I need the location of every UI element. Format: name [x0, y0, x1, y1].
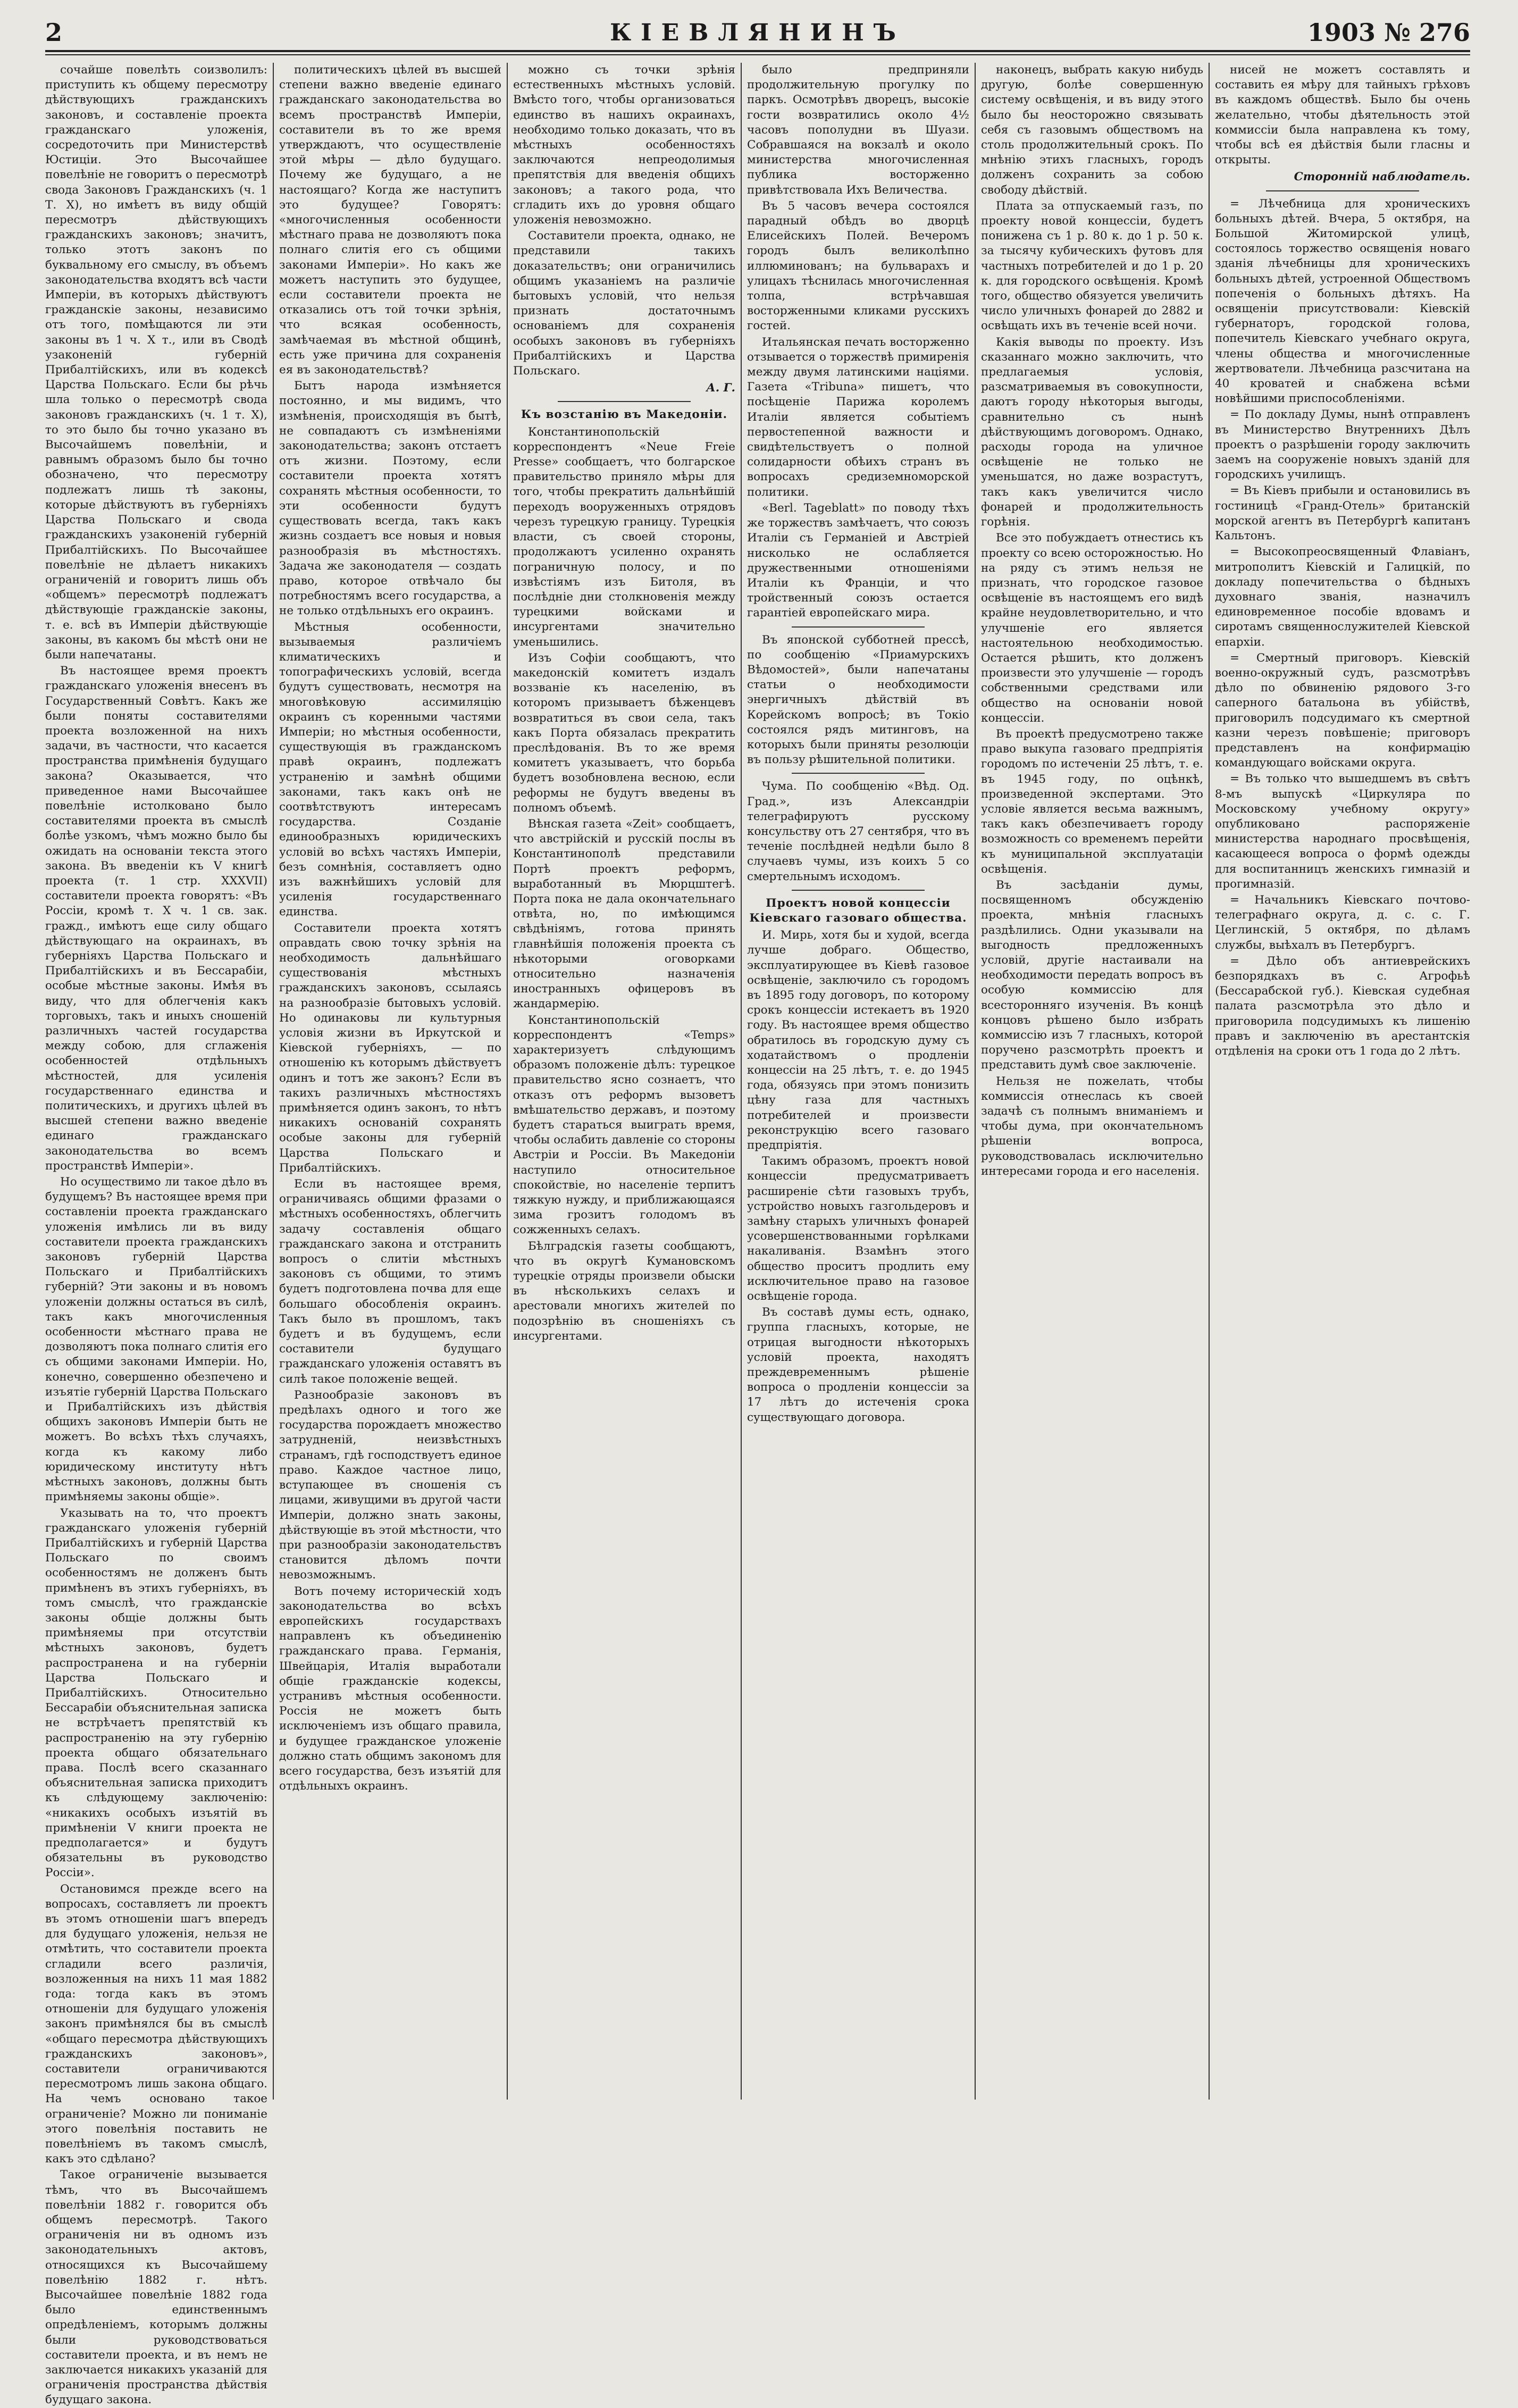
column-6	[1215, 63, 1470, 2100]
section-separator	[1266, 190, 1419, 191]
column-1	[45, 63, 267, 2407]
article-paragraph: Составители проекта хотятъ оправдать свою точку зрѣнія на необходимость дальнѣйшаго существованія мѣстныхъ гражданскихъ законовъ, ссылаясь на разнообразіе бытовыхъ условій. Но одинаковы ли культурныя условія жизни въ Иркутской и Кіевской губерніяхъ, — по отношенію къ которымъ дѣйствуетъ одинъ и тотъ же законъ? Если въ такихъ различныхъ мѣстностяхъ примѣняется одинъ законъ, то нѣтъ никакихъ основаній сохранять особые законы для губерній Царства Польскаго и Прибалтійскихъ.	[279, 921, 501, 1175]
article-paragraph: Итальянская печать восторженно отзывается о торжествѣ примиренія между двумя латинскими націями. Газета «Tribuna» пишетъ, что посѣщеніе Парижа королемъ Италіи является событіемъ первостепенной важности и свидѣтельствуетъ о полной солидарности обѣихъ странъ въ вопросахъ средиземноморской политики.	[747, 335, 969, 499]
article-paragraph: Въ настоящее время проектъ гражданскаго уложенія внесенъ въ Государственный Совѣтъ. Какъ же были поняты составителями проекта возложенной на нихъ задачи, въ частности, что касается пространства примѣненія будущаго закона? Оказывается, что приведенное нами Высочайшее повелѣніе истолковано было составителями проекта въ смыслѣ болѣе узкомъ, чѣмъ можно было бы ожидать на основаніи текста этого закона. Въ введеніи къ V книгѣ проекта (т. 1 стр. XXXVII) составители проекта говорятъ: «Въ Россіи, кромѣ т. X ч. 1 св. зак. гражд., имѣютъ еще силу общаго дѣйствующаго на окраинахъ, въ губерніяхъ Царства Польскаго и Прибалтійскихъ и въ Бессарабіи, особые мѣстные законы. Имѣя въ виду, что для облегченія какъ торговыхъ, такъ и иныхъ сношеній различныхъ частей государства между собою, для сглаженія особенностей отдѣльныхъ мѣстностей, для усиленія государственнаго единства и политическихъ, и другихъ цѣлей въ высшей степени важно введеніе единаго гражданскаго законодательства во всемъ пространствѣ Имперіи».	[45, 664, 267, 1173]
article-paragraph: Изъ Софіи сообщаютъ, что македонскій комитетъ издалъ воззваніе къ населенію, въ которомъ призываетъ бѣженцевъ возвратиться въ свои села, такъ какъ Порта обязалась прекратить преслѣдованія. Въ то же время комитетъ указываетъ, что борьба будетъ возобновлена весною, если реформы не будутъ введены въ полномъ объемѣ.	[513, 651, 735, 815]
article-paragraph: И. Мирь, хотя бы и худой, всегда лучше добраго. Общество, эксплуатирующее въ Кіевѣ газовое освѣщеніе, заключило съ городомъ въ 1895 году договоръ, по которому срокъ концессіи истекаетъ въ 1920 году. Въ настоящее время общество обратилось въ городскую думу съ ходатайствомъ о продленіи концессіи на 25 лѣтъ, т. е. до 1945 года, обязуясь при этомъ понизить цѣну газа для частныхъ потребителей и произвести реконструкцію всего газоваго предпріятія.	[747, 929, 969, 1152]
article-paragraph: = По докладу Думы, нынѣ отправленъ въ Министерство Внутреннихъ Дѣлъ проектъ о разрѣшеніи городу заключить заемъ на сооруженіе новыхъ зданій для городскихъ училищъ.	[1215, 408, 1470, 482]
column-divider	[975, 63, 976, 2100]
article-paragraph: = Лѣчебница для хроническихъ больныхъ дѣтей. Вчера, 5 октября, на Большой Житомирской улицѣ, состоялось торжество освященія новаго зданія лѣчебницы для хроническихъ больныхъ дѣтей, устроенной Обществомъ попеченія о больныхъ дѣтяхъ. На освященіи присутствовали: Кіевскій губернаторъ, городской голова, попечитель Кіевскаго учебнаго округа, члены общества и многочисленные жертвователи. Лѣчебница разсчитана на 40 кроватей и снабжена всѣми новѣйшими приспособленіями.	[1215, 197, 1470, 406]
article-heading: Проектъ новой концессіи Кіевскаго газоваго общества.	[749, 896, 967, 925]
column-divider	[273, 63, 274, 2100]
article-paragraph: Составители проекта, однако, не представили такихъ доказательствъ; они ограничились общимъ указаніемъ на различіе бытовыхъ условій, что нельзя признать достаточнымъ основаніемъ для сохраненія особыхъ законовъ въ губерніяхъ Прибалтійскихъ и Царства Польскаго.	[513, 229, 735, 378]
article-signature: А. Г.	[706, 381, 735, 395]
article-paragraph: сочайше повелѣть соизволилъ: приступить къ общему пересмотру дѣйствующихъ гражданскихъ законовъ, и составленіе проекта гражданскаго уложенія, сосредоточить при Министерствѣ Юстиціи. Это Высочайшее повелѣніе не говоритъ о пересмотрѣ свода Законовъ Гражданскихъ (ч. 1 Т. X), но имѣетъ въ виду общій пересмотръ дѣйствующихъ гражданскихъ законовъ; значитъ, только этотъ законъ по буквальному его смыслу, въ объемъ законодательства входятъ всѣ части Имперіи, въ которыхъ дѣйствуютъ гражданскіе законы, независимо отъ того, помѣщаются ли эти законы въ 1 ч. X т., или въ Сводѣ узаконеній губерній Прибалтійскихъ, или въ кодексѣ Царства Польскаго. Если бы рѣчь шла только о пересмотрѣ свода законовъ гражданскихъ (ч. 1 т. X), то это было бы точно указано въ Высочайшемъ повелѣніи, и равнымъ образомъ было бы точно обозначено, что пересмотру подлежатъ лишь тѣ законы, которые дѣйствуютъ въ губерніяхъ Царства Польскаго и свода гражданскихъ узаконеній губерній Прибалтійскихъ. По Высочайшее повелѣніе не дѣлаетъ никакихъ ограниченій и говоритъ лишь объ «общемъ» пересмотрѣ подлежатъ дѣйствующіе гражданскіе законы, т. е. всѣ въ Имперіи дѣйствующіе законы, въ какомъ бы мѣстѣ они не были напечатаны.	[45, 63, 267, 662]
article-paragraph: = Смертный приговоръ. Кіевскій военно-окружный судъ, разсмотрѣвъ дѣло по обвиненію рядового 3-го саперного батальона въ убійствѣ, приговорилъ подсудимаго къ смертной казни черезъ повѣшеніе; приговоръ представленъ на конфирмацію командующаго войсками округа.	[1215, 651, 1470, 770]
masthead-rule-thin	[45, 54, 1470, 55]
article-paragraph: Плата за отпускаемый газъ, по проекту новой концессіи, будетъ понижена съ 1 р. 80 к. до 1 р. 50 к. за тысячу кубическихъ футовъ для частныхъ потребителей и до 1 р. 20 к. для городского освѣщенія. Кромѣ того, общество обязуется увеличить число уличныхъ фонарей до 2882 и освѣщать ихъ въ теченіе всей ночи.	[981, 199, 1203, 333]
section-separator	[792, 890, 925, 891]
article-paragraph: Такое ограниченіе вызывается тѣмъ, что въ Высочайшемъ повелѣніи 1882 г. говорится объ общемъ пересмотрѣ. Такого ограниченія ни въ одномъ изъ законодательныхъ актовъ, относящихся къ Высочайшему повелѣнію 1882 г. нѣтъ. Высочайшее повелѣніе 1882 года было единственнымъ опредѣленіемъ, которымъ должны были руководствоваться составители проекта, и въ немъ не заключается никакихъ указаній для ограниченія пространства дѣйствія будущаго закона.	[45, 2168, 267, 2407]
article-paragraph: Константинопольскій корреспондентъ «Neue Freie Presse» сообщаетъ, что болгарское правительство приняло мѣры для того, чтобы прекратить дальнѣйшій переходъ вооруженныхъ отрядовъ черезъ турецкую границу. Турецкія власти, съ своей стороны, продолжаютъ усиленно охранять пограничную полосу, и по извѣстіямъ изъ Битоля, въ послѣдніе дни столкновенія между турецкими войсками и инсургентами значительно уменьшились.	[513, 425, 735, 649]
article-paragraph: Въ составѣ думы есть, однако, группа гласныхъ, которые, не отрицая выгодности нѣкоторыхъ условій проекта, находятъ преждевременнымъ рѣшеніе вопроса о продленіи концессіи за 17 лѣтъ до истеченія срока существующаго договора.	[747, 1306, 969, 1424]
column-divider	[1209, 63, 1210, 2100]
article-paragraph: Указывать на то, что проектъ гражданскаго уложенія губерній Прибалтійскихъ и губерній Царства Польскаго по своимъ особенностямъ не долженъ быть примѣненъ въ этихъ губерніяхъ, въ томъ смыслѣ, что гражданскіе законы общіе должны быть примѣняемы при отсутствіи мѣстныхъ законовъ, будетъ распространена и на губерніи Царства Польскаго и Прибалтійскихъ. Относительно Бессарабіи объяснительная записка не встрѣчаетъ препятствій къ распространенію на эту губернію проекта общаго обязательнаго права. Послѣ всего сказаннаго объяснительная записка приходитъ къ слѣдующему заключенію: «никакихъ особыхъ изъятій въ примѣненіи V книги проекта не предполагается» и будутъ обязательны въ руководство Россіи».	[45, 1506, 267, 1880]
article-paragraph: = Въ только что вышедшемъ въ свѣтъ 8-мъ выпускѣ «Циркуляра по Московскому учебному округу» опубликовано распоряженіе министерства народнаго просвѣщенія, касающееся вопроса о формѣ одежды для воспитанницъ женскихъ гимназій и прогимназій.	[1215, 772, 1470, 891]
article-paragraph: Чума. По сообщенію «Вѣд. Од. Град.», изъ Александріи телеграфируютъ русскому консульству отъ 27 сентября, что въ теченіе послѣдней недѣли было 8 случаевъ чумы, изъ коихъ 5 со смертельнымъ исходомъ.	[747, 780, 969, 883]
article-paragraph: = Высокопреосвященный Флавіанъ, митрополитъ Кіевскій и Галицкій, по докладу попечительства о бѣдныхъ духовнаго званія, назначилъ единовременное пособіе вдовамъ и сиротамъ священнослужителей Кіевской епархіи.	[1215, 545, 1470, 649]
column-5	[981, 63, 1203, 2100]
article-paragraph: = Въ Кіевъ прибыли и остановились въ гостиницѣ «Гранд-Отель» британскій морской агентъ въ Петербургѣ капитанъ Кальтонъ.	[1215, 484, 1470, 543]
article-paragraph: Вотъ почему историческій ходъ законодательства во всѣхъ европейскихъ государствахъ направленъ къ объединенію гражданскаго права. Германія, Швейцарія, Италія выработали общіе гражданскіе кодексы, устранивъ мѣстныя особенности. Россія не можетъ быть исключеніемъ изъ общаго правила, и будущее гражданское уложеніе должно стать общимъ закономъ для всего государства, безъ изъятій для отдѣльныхъ окраинъ.	[279, 1584, 501, 1793]
column-divider	[507, 63, 508, 2100]
article-paragraph: наконецъ, выбрать какую нибудь другую, болѣе совершенную систему освѣщенія, и въ виду этого было бы неосторожно связывать себя съ газовымъ обществомъ на столь продолжительный срокъ. По мнѣнію этихъ гласныхъ, городъ долженъ сохранить за собою свободу дѣйствій.	[981, 63, 1203, 197]
article-paragraph: Остановимся прежде всего на вопросахъ, составляетъ ли проектъ въ этомъ отношеніи шагъ впередъ для будущаго уложенія, нельзя не отмѣтить, что составители проекта сгладили всего различія, возложенныя на нихъ 11 мая 1882 года: тогда какъ въ этомъ отношеніи для будущаго уложенія законъ примѣнялся бы въ смыслѣ «общаго пересмотра дѣйствующихъ гражданскихъ законовъ», составители ограничиваются пересмотромъ лишь закона общаго. На чемъ основано такое ограниченіе? Можно ли пониманіе этого повелѣнія поставить не повелѣніемъ въ такомъ смыслѣ, какъ это сдѣлано?	[45, 1882, 267, 2166]
section-separator	[558, 401, 691, 402]
article-paragraph: Бытъ народа измѣняется постоянно, и мы видимъ, что измѣненія, происходящія въ бытѣ, не совпадаютъ съ измѣненіями законодательства; законъ отстаетъ отъ жизни. Поэтому, если составители проекта хотятъ сохранять мѣстныя особенности, то эти особенности будутъ существовать всегда, такъ какъ жизнь создаетъ все новыя и новыя разнообразія въ мѣстностяхъ. Задача же законодателя — создать право, которое отвѣчало бы потребностямъ всего государства, а не только отдѣльныхъ его окраинъ.	[279, 379, 501, 618]
article-paragraph: Мѣстныя особенности, вызываемыя различіемъ климатическихъ и топографическихъ условій, всегда будутъ существовать, несмотря на многовѣковую ассимиляцію окраинъ съ коренными частями Имперіи; но мѣстныя особенности, существующія въ гражданскомъ правѣ окраинъ, подлежатъ устраненію и замѣнѣ общими законами, такъ какъ онѣ не соотвѣтствуютъ интересамъ государства. Созданіе единообразныхъ юридическихъ условій во всѣхъ частяхъ Имперіи, безъ сомнѣнія, составляетъ одно изъ важнѣйшихъ условій для усиленія государственнаго единства.	[279, 620, 501, 919]
article-paragraph: Константинопольскій корреспондентъ «Temps» характеризуетъ слѣдующимъ образомъ положеніе дѣлъ: турецкое правительство ясно сознаетъ, что отказъ отъ реформъ вызоветъ вмѣшательство державъ, и поэтому будетъ стараться выиграть время, чтобы ослабить давленіе со стороны Австріи и Россіи. Въ Македоніи наступило относительное спокойствіе, но населеніе терпитъ тяжкую нужду, и приближающаяся зима грозитъ голодомъ въ сожженныхъ селахъ.	[513, 1013, 735, 1237]
article-paragraph: Такимъ образомъ, проектъ новой концессіи предусматриваетъ расширеніе сѣти газовыхъ трубъ, устройство новыхъ газгольдеровъ и замѣну старыхъ уличныхъ фонарей усовершенствованными горѣлками накаливанія. Взамѣнъ этого общество проситъ продлить ему исключительное право на газовое освѣщеніе города.	[747, 1155, 969, 1303]
column-divider	[741, 63, 742, 2100]
issue-number: 1903 № 276	[1307, 18, 1470, 47]
article-paragraph: Нельзя не пожелать, чтобы коммиссія отнеслась къ своей задачѣ съ полнымъ вниманіемъ и чтобы дума, при окончательномъ рѣшеніи вопроса, руководствовалась исключительно интересами города и его населенія.	[981, 1074, 1203, 1178]
section-separator	[792, 626, 925, 628]
column-4	[747, 63, 969, 2100]
article-paragraph: было предприняли продолжительную прогулку по паркъ. Осмотрѣвъ дворецъ, высокіе гости возвратились около 4½ часовъ пополудни въ Шуази. Собравшаяся на вокзалѣ и около министерства многочисленная публика восторженно привѣтствовала Ихъ Величества.	[747, 63, 969, 197]
article-paragraph: = Дѣло объ антиеврейскихъ безпорядкахъ въ с. Агрофьѣ (Бессарабской губ.). Кіевская судебная палата разсмотрѣла это дѣло и приговорила подсудимыхъ къ лишенію правъ и заключенію въ арестантскія отдѣленія на сроки отъ 1 года до 2 лѣтъ.	[1215, 954, 1470, 1058]
article-paragraph: = Начальникъ Кіевскаго почтово-телеграфнаго округа, д. с. с. Г. Цеглинскій, 5 октября, по дѣламъ службы, выѣхалъ въ Петербургъ.	[1215, 893, 1470, 952]
article-paragraph: Въ засѣданіи думы, посвященномъ обсужденію проекта, мнѣнія гласныхъ раздѣлились. Одни указывали на выгодность предложенныхъ условій, другіе настаивали на необходимости передать вопросъ въ особую коммиссію для всесторонняго изученія. Въ концѣ концовъ рѣшено было избрать коммиссію изъ 7 гласныхъ, которой поручено разсмотрѣть проектъ и представить думѣ свое заключеніе.	[981, 878, 1203, 1072]
column-2	[279, 63, 501, 2100]
article-paragraph: Бѣлградскія газеты сообщаютъ, что въ округѣ Кумановскомъ турецкіе отряды произвели обыски въ нѣсколькихъ селахъ и арестовали многихъ жителей по подозрѣнію въ сношеніяхъ съ инсургентами.	[513, 1239, 735, 1343]
article-paragraph: нисей не можетъ составлять и составить ея мѣру для тайныхъ грѣховъ въ каждомъ обществѣ. Было бы очень желательно, чтобы дѣятельность этой коммиссіи была направлена къ тому, чтобы всѣ ея дѣйствія были гласны и открыты.	[1215, 63, 1470, 167]
article-paragraph: Въ 5 часовъ вечера состоялся парадный обѣдъ во дворцѣ Елисейскихъ Полей. Вечеромъ городъ былъ великолѣпно иллюминованъ; на бульварахъ и улицахъ тѣснилась многочисленная толпа, встрѣчавшая восторженными кликами русскихъ гостей.	[747, 199, 969, 333]
article-paragraph: Все это побуждаетъ отнестись къ проекту со всею осторожностью. Но на ряду съ этимъ нельзя не признать, что городское газовое освѣщеніе въ настоящемъ его видѣ крайне неудовлетворительно, и что улучшеніе его является настоятельною необходимостью. Остается рѣшить, кто долженъ произвести это улучшеніе — городъ собственными средствами или общество на основаніи новой концессіи.	[981, 531, 1203, 725]
article-paragraph: Какія выводы по проекту. Изъ сказаннаго можно заключить, что предлагаемыя условія, разсматриваемыя въ совокупности, даютъ городу нѣкоторыя выгоды, сравнительно съ нынѣ дѣйствующимъ договоромъ. Однако, расходы города на уличное освѣщеніе не только не уменьшатся, но даже возрастутъ, такъ какъ увеличится число фонарей и продолжительность горѣнія.	[981, 335, 1203, 529]
article-paragraph: политическихъ цѣлей въ высшей степени важно введеніе единаго гражданскаго законодательства во всемъ пространствѣ Имперіи, составители въ то же время утверждаютъ, что осуществленіе этой мѣры — дѣло будущаго. Почему же будущаго, а не настоящаго? Когда же наступитъ это будущее? Говорятъ: «многочисленныя особенности мѣстнаго права не дозволяютъ пока полнаго слитія его съ общими законами Имперіи». Но какъ же можетъ наступить это будущее, если составители проекта не отказались отъ той точки зрѣнія, что всякая особенность, замѣчаемая въ мѣстной общинѣ, есть уже причина для сохраненія ея въ законодательствѣ?	[279, 63, 501, 377]
article-paragraph: Если въ настоящее время, ограничиваясь общими фразами о мѣстныхъ особенностяхъ, облегчить задачу составленія общаго гражданскаго закона и отстранить вопросъ о слитіи мѣстныхъ законовъ съ общими, то этимъ будетъ подготовлена почва для еще большаго обособленія окраинъ. Такъ было въ прошломъ, такъ будетъ и въ будущемъ, если составители будущаго гражданскаго уложенія оставятъ въ силѣ такое положеніе вещей.	[279, 1177, 501, 1386]
column-3	[513, 63, 735, 2100]
article-signature: Сторонній наблюдатель.	[1294, 170, 1470, 184]
page-number: 2	[45, 18, 63, 47]
article-paragraph: Но осуществимо ли такое дѣло въ будущемъ? Въ настоящее время при составленіи проекта гражданскаго уложенія имѣлись ли въ виду составители проекта гражданскихъ законовъ губерній Царства Польскаго и Прибалтійскихъ губерній? Эти законы и въ новомъ уложеніи должны остаться въ силѣ, такъ какъ многочисленныя особенности мѣстнаго права не дозволяютъ пока полнаго слитія его съ общими законами Имперіи. Но, конечно, совершенно обезпечено и изъятіе губерній Царства Польскаго и Прибалтійскихъ изъ дѣйствія общихъ законовъ Имперіи быть не можетъ. Во всѣхъ тѣхъ случаяхъ, когда къ какому либо юридическому институту нѣтъ мѣстныхъ законовъ, должны быть примѣняемы законы общіе».	[45, 1175, 267, 1504]
article-paragraph: Въ японской субботней прессѣ, по сообщенію «Приамурскихъ Вѣдомостей», были напечатаны статьи о необходимости энергичныхъ дѣйствій въ Корейскомъ вопросѣ; въ Токіо состоялся рядъ митинговъ, на которыхъ были приняты резолюціи въ пользу рѣшительной политики.	[747, 633, 969, 767]
article-paragraph: Вѣнская газета «Zeit» сообщаетъ, что австрійскій и русскій послы въ Константинополѣ представили Портѣ проектъ реформъ, выработанный въ Мюрцштегѣ. Порта пока не дала окончательнаго отвѣта, но, по имѣющимся свѣдѣніямъ, готова принять главнѣйшія положенія проекта съ нѣкоторыми оговорками относительно назначенія иностранныхъ офицеровъ въ жандармерію.	[513, 817, 735, 1011]
article-paragraph: Въ проектѣ предусмотрено также право выкупа газоваго предпріятія городомъ по истеченіи 25 лѣтъ, т. е. въ 1945 году, по оцѣнкѣ, произведенной экспертами. Это условіе является весьма важнымъ, такъ какъ обезпечиваетъ городу возможность со временемъ перейти къ муниципальной эксплуатаціи освѣщенія.	[981, 727, 1203, 876]
masthead-rule-thick	[45, 50, 1470, 52]
masthead	[45, 16, 1470, 49]
newspaper-title: КІЕВЛЯНИНЪ	[610, 19, 905, 46]
article-paragraph: «Berl. Tageblatt» по поводу тѣхъ же торжествъ замѣчаетъ, что союзъ Италіи съ Германіей и Австріей нисколько не ослабляется дружественными отношеніями Италіи къ Франціи, и что тройственный союзъ остается гарантіей европейскаго мира.	[747, 501, 969, 620]
article-paragraph: Разнообразіе законовъ въ предѣлахъ одного и того же государства порождаетъ множество затрудненій, неизвѣстныхъ странамъ, гдѣ господствуетъ единое право. Каждое частное лицо, вступающее въ сношенія съ лицами, живущими въ другой части Имперіи, должно знать законы, дѣйствующіе въ этой мѣстности, что при разнообразіи законодательствъ становится дѣломъ почти невозможнымъ.	[279, 1388, 501, 1582]
article-heading: Къ возстанію въ Македоніи.	[521, 408, 728, 422]
section-separator	[792, 773, 925, 774]
article-paragraph: можно съ точки зрѣнія естественныхъ мѣстныхъ условій. Вмѣсто того, чтобы организоваться единство въ нашихъ окраинахъ, необходимо только доказать, что въ мѣстныхъ особенностяхъ заключаются непреодолимыя препятствія для введенія общихъ законовъ; а такого рода, что сгладить ихъ до уровня общаго уложенія невозможно.	[513, 63, 735, 227]
